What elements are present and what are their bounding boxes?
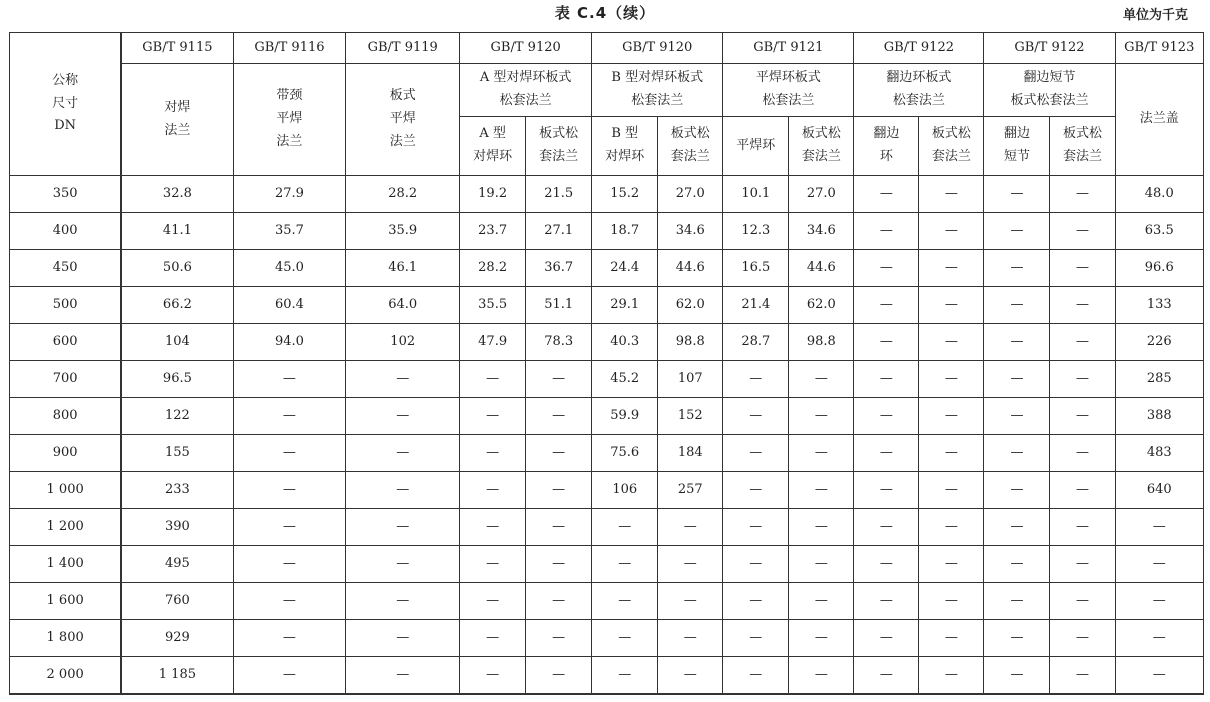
table-row [10,657,1204,695]
cell-mass: — [460,398,526,435]
cell-mass: 50.6 [121,250,233,287]
cell-mass: — [723,398,789,435]
cell-dn: 1 800 [10,620,122,657]
header-type-group: A 型对焊环板式 松套法兰 [460,64,592,117]
cell-mass: — [1050,398,1115,435]
cell-mass: — [526,546,592,583]
cell-dn: 500 [10,287,122,324]
cell-mass: 44.6 [658,250,723,287]
cell-mass: — [346,509,460,546]
cell-mass: 19.2 [460,176,526,213]
cell-mass: — [984,620,1050,657]
header-sub: 板式松 套法兰 [526,117,592,176]
cell-mass: 36.7 [526,250,592,287]
header-std: GB/T 9119 [346,33,460,64]
header-sub: A 型 对焊环 [460,117,526,176]
cell-mass: 62.0 [789,287,854,324]
cell-mass: — [854,176,919,213]
cell-mass: 10.1 [723,176,789,213]
cell-mass: 46.1 [346,250,460,287]
cell-mass: — [1050,546,1115,583]
header-sub: 板式松 套法兰 [789,117,854,176]
cell-mass: 47.9 [460,324,526,361]
cell-mass: 41.1 [121,213,233,250]
header-type-group: 翻边短节 板式松套法兰 [984,64,1115,117]
header-type: 带颈 平焊 法兰 [233,64,346,176]
cell-mass: 21.4 [723,287,789,324]
cell-mass: 28.2 [460,250,526,287]
cell-mass: — [1050,583,1115,620]
cell-mass: — [460,472,526,509]
header-type: 对焊 法兰 [121,64,233,176]
cell-mass: 24.4 [592,250,658,287]
cell-mass: — [919,250,984,287]
table-row [10,620,1204,657]
cell-dn: 350 [10,176,122,213]
cell-mass: — [723,546,789,583]
cell-mass: — [854,213,919,250]
cell-mass: — [854,287,919,324]
cell-mass: — [789,546,854,583]
cell-mass: — [1115,583,1204,620]
cell-mass: — [984,657,1050,695]
header-std: GB/T 9115 [121,33,233,64]
header-std: GB/T 9116 [233,33,346,64]
cell-mass: 15.2 [592,176,658,213]
header-sub: 翻边 短节 [984,117,1050,176]
cell-mass: — [346,620,460,657]
cell-mass: — [984,213,1050,250]
cell-mass: — [460,657,526,695]
header-sub: 平焊环 [723,117,789,176]
cell-mass: 44.6 [789,250,854,287]
cell-mass: — [919,546,984,583]
table-row [10,583,1204,620]
cell-mass: — [526,509,592,546]
cell-mass: 62.0 [658,287,723,324]
cell-mass: 122 [121,398,233,435]
cell-mass: — [526,472,592,509]
cell-mass: — [984,546,1050,583]
table-row [10,250,1204,287]
cell-mass: 760 [121,583,233,620]
cell-mass: — [346,657,460,695]
cell-mass: 40.3 [592,324,658,361]
cell-mass: — [233,472,346,509]
cell-mass: — [1050,213,1115,250]
cell-mass: — [592,546,658,583]
cell-mass: — [984,472,1050,509]
cell-mass: 78.3 [526,324,592,361]
cell-mass: — [854,324,919,361]
cell-mass: 285 [1115,361,1204,398]
cell-dn: 600 [10,324,122,361]
cell-mass: 27.9 [233,176,346,213]
cell-mass: 483 [1115,435,1204,472]
cell-mass: 388 [1115,398,1204,435]
cell-mass: — [789,657,854,695]
cell-mass: 27.1 [526,213,592,250]
cell-mass: — [919,620,984,657]
cell-mass: — [526,361,592,398]
cell-mass: 98.8 [789,324,854,361]
cell-mass: — [723,583,789,620]
cell-mass: 66.2 [121,287,233,324]
cell-mass: 495 [121,546,233,583]
cell-mass: — [1050,250,1115,287]
cell-mass: — [233,546,346,583]
cell-mass: — [346,435,460,472]
cell-mass: — [919,324,984,361]
cell-mass: — [1050,657,1115,695]
cell-mass: — [919,435,984,472]
cell-mass: — [1050,287,1115,324]
cell-mass: — [984,509,1050,546]
cell-mass: — [346,546,460,583]
cell-mass: 29.1 [592,287,658,324]
cell-mass: 96.6 [1115,250,1204,287]
cell-mass: 155 [121,435,233,472]
cell-mass: 34.6 [658,213,723,250]
cell-mass: 35.9 [346,213,460,250]
cell-mass: — [854,546,919,583]
cell-mass: 32.8 [121,176,233,213]
cell-mass: — [658,583,723,620]
table-title: 表 C.4（续） [554,4,656,22]
cell-mass: — [984,250,1050,287]
cell-mass: — [854,361,919,398]
cell-mass: — [460,509,526,546]
cell-mass: 35.5 [460,287,526,324]
header-type-group: 平焊环板式 松套法兰 [723,64,854,117]
header-sub: B 型 对焊环 [592,117,658,176]
cell-mass: — [854,509,919,546]
cell-mass: — [346,398,460,435]
cell-mass: — [592,657,658,695]
cell-mass: — [789,361,854,398]
cell-mass: 45.0 [233,250,346,287]
cell-mass: — [854,472,919,509]
cell-mass: — [233,398,346,435]
table-row [10,435,1204,472]
cell-mass: — [919,583,984,620]
cell-mass: 184 [658,435,723,472]
cell-mass: 34.6 [789,213,854,250]
header-std: GB/T 9120 [592,33,723,64]
cell-mass: — [526,620,592,657]
cell-mass: — [723,620,789,657]
cell-mass: — [658,509,723,546]
header-sub: 翻边 环 [854,117,919,176]
cell-mass: — [1115,546,1204,583]
cell-mass: — [460,620,526,657]
cell-mass: — [460,361,526,398]
cell-mass: — [854,583,919,620]
cell-mass: — [1050,509,1115,546]
cell-mass: — [526,657,592,695]
cell-dn: 1 400 [10,546,122,583]
cell-mass: — [984,583,1050,620]
cell-dn: 1 200 [10,509,122,546]
cell-mass: — [1050,324,1115,361]
header-dn: 公称 尺寸 DN [10,33,122,176]
cell-mass: — [233,435,346,472]
cell-mass: — [460,546,526,583]
cell-mass: 257 [658,472,723,509]
cell-mass: 233 [121,472,233,509]
cell-mass: — [1115,657,1204,695]
cell-dn: 1 600 [10,583,122,620]
header-sub: 板式松 套法兰 [1050,117,1115,176]
cell-mass: — [658,620,723,657]
cell-dn: 1 000 [10,472,122,509]
header-sub: 板式松 套法兰 [658,117,723,176]
cell-mass: — [1115,620,1204,657]
cell-mass: — [1050,472,1115,509]
cell-mass: — [919,176,984,213]
cell-mass: — [658,546,723,583]
cell-mass: — [233,509,346,546]
cell-mass: — [984,324,1050,361]
cell-mass: — [789,472,854,509]
cell-mass: — [1115,509,1204,546]
header-type: 法兰盖 [1115,64,1204,176]
cell-mass: 12.3 [723,213,789,250]
table-row [10,324,1204,361]
cell-mass: — [723,472,789,509]
cell-mass: — [854,657,919,695]
cell-mass: 75.6 [592,435,658,472]
cell-mass: — [919,361,984,398]
flange-mass-table [9,32,1204,695]
cell-dn: 900 [10,435,122,472]
table-row [10,176,1204,213]
header-type-group: B 型对焊环板式 松套法兰 [592,64,723,117]
cell-mass: 94.0 [233,324,346,361]
cell-mass: 63.5 [1115,213,1204,250]
cell-dn: 800 [10,398,122,435]
cell-mass: 59.9 [592,398,658,435]
cell-mass: — [592,583,658,620]
cell-mass: — [789,509,854,546]
table-row [10,287,1204,324]
cell-mass: — [984,435,1050,472]
cell-mass: — [460,435,526,472]
table-row [10,361,1204,398]
cell-dn: 400 [10,213,122,250]
cell-mass: — [984,361,1050,398]
cell-mass: 21.5 [526,176,592,213]
cell-mass: — [233,583,346,620]
cell-mass: — [1050,435,1115,472]
cell-mass: — [346,361,460,398]
header-type: 板式 平焊 法兰 [346,64,460,176]
cell-mass: 104 [121,324,233,361]
cell-mass: — [854,250,919,287]
cell-mass: — [526,583,592,620]
cell-mass: — [984,287,1050,324]
header-std: GB/T 9121 [723,33,854,64]
cell-mass: — [789,583,854,620]
cell-mass: — [789,620,854,657]
cell-mass: — [919,472,984,509]
cell-mass: — [526,398,592,435]
cell-mass: — [346,583,460,620]
cell-mass: — [723,509,789,546]
table-row [10,472,1204,509]
cell-mass: — [592,620,658,657]
cell-mass: — [460,583,526,620]
cell-mass: — [984,398,1050,435]
header-std: GB/T 9120 [460,33,592,64]
cell-mass: — [1050,176,1115,213]
cell-dn: 700 [10,361,122,398]
cell-mass: — [854,435,919,472]
cell-mass: 390 [121,509,233,546]
cell-mass: 929 [121,620,233,657]
cell-mass: — [723,657,789,695]
cell-mass: — [1050,620,1115,657]
cell-mass: 35.7 [233,213,346,250]
cell-mass: 45.2 [592,361,658,398]
cell-mass: 27.0 [658,176,723,213]
header-std: GB/T 9122 [854,33,984,64]
cell-mass: 64.0 [346,287,460,324]
header-std: GB/T 9123 [1115,33,1204,64]
cell-mass: — [984,176,1050,213]
cell-mass: 96.5 [121,361,233,398]
cell-mass: — [854,620,919,657]
cell-dn: 450 [10,250,122,287]
cell-mass: — [723,435,789,472]
cell-mass: — [233,361,346,398]
cell-mass: — [233,620,346,657]
cell-mass: 226 [1115,324,1204,361]
cell-mass: 48.0 [1115,176,1204,213]
cell-mass: 640 [1115,472,1204,509]
cell-mass: 51.1 [526,287,592,324]
cell-mass: — [919,509,984,546]
table-row [10,509,1204,546]
header-std: GB/T 9122 [984,33,1115,64]
cell-mass: 102 [346,324,460,361]
header-sub: 板式松 套法兰 [919,117,984,176]
table-row [10,213,1204,250]
cell-mass: 133 [1115,287,1204,324]
cell-mass: — [919,213,984,250]
cell-mass: 27.0 [789,176,854,213]
cell-mass: — [233,657,346,695]
cell-mass: — [346,472,460,509]
cell-mass: — [854,398,919,435]
cell-mass: 152 [658,398,723,435]
header-type-group: 翻边环板式 松套法兰 [854,64,984,117]
cell-mass: 60.4 [233,287,346,324]
cell-mass: — [658,657,723,695]
cell-mass: 107 [658,361,723,398]
cell-mass: — [526,435,592,472]
cell-mass: — [1050,361,1115,398]
cell-mass: 98.8 [658,324,723,361]
cell-mass: — [919,287,984,324]
cell-mass: 23.7 [460,213,526,250]
cell-dn: 2 000 [10,657,122,695]
unit-label: 单位为千克 [1122,8,1188,23]
table-row [10,546,1204,583]
cell-mass: — [919,657,984,695]
cell-mass: 28.7 [723,324,789,361]
cell-mass: — [789,398,854,435]
cell-mass: — [723,361,789,398]
cell-mass: 1 185 [121,657,233,695]
cell-mass: 28.2 [346,176,460,213]
cell-mass: — [919,398,984,435]
cell-mass: — [789,435,854,472]
cell-mass: 16.5 [723,250,789,287]
cell-mass: 18.7 [592,213,658,250]
cell-mass: — [592,509,658,546]
table-row [10,398,1204,435]
cell-mass: 106 [592,472,658,509]
